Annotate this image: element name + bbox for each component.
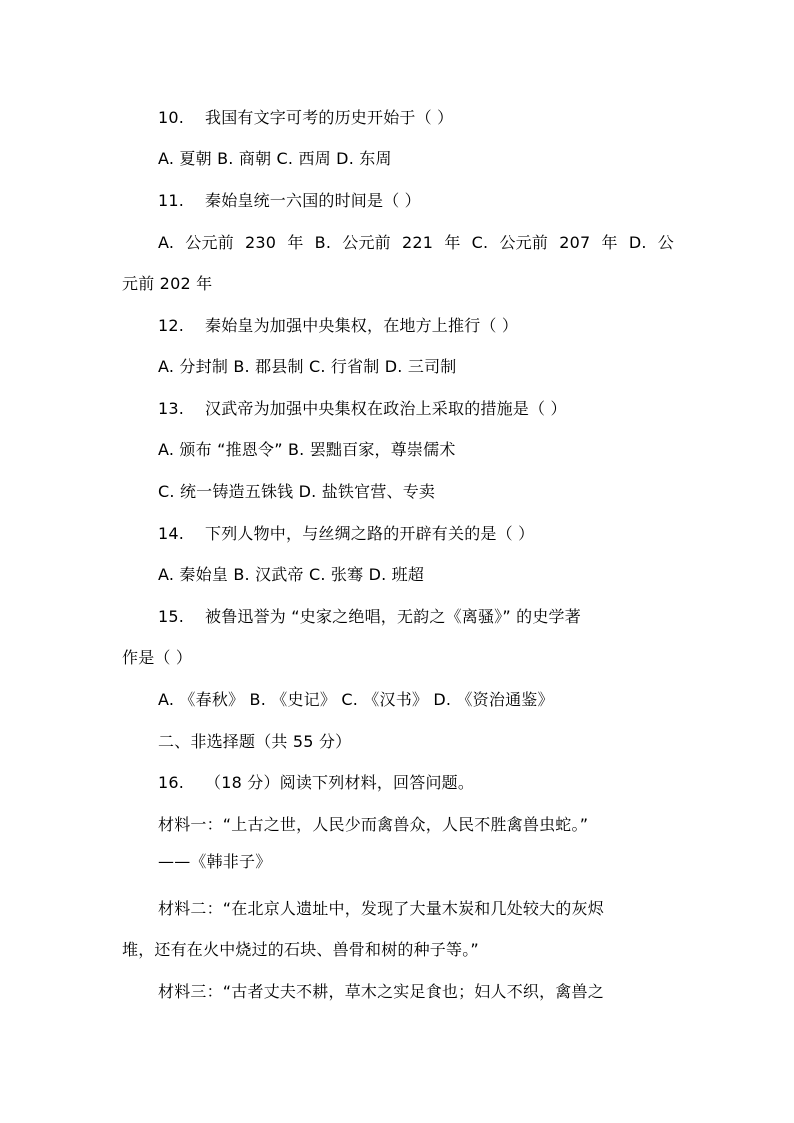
option-token: 公元前 xyxy=(499,233,549,252)
question-10-options: A. 夏朝 B. 商朝 C. 西周 D. 东周 xyxy=(158,149,392,168)
question-text: 我国有文字可考的历史开始于（ ） xyxy=(205,108,454,127)
question-number: 15. xyxy=(158,607,185,626)
option-token: 年 xyxy=(287,233,304,252)
question-13-options-2: C. 统一铸造五铢钱 D. 盐铁官营、专卖 xyxy=(158,482,436,501)
question-text: 秦始皇为加强中央集权，在地方上推行（ ） xyxy=(205,316,519,335)
question-number: 16. xyxy=(158,773,185,792)
option-token: 公 xyxy=(657,233,674,252)
option-token: B. xyxy=(314,233,332,252)
question-14-options: A. 秦始皇 B. 汉武帝 C. 张骞 D. 班超 xyxy=(158,565,425,584)
question-11-options-cont: 元前 202 年 xyxy=(122,274,213,293)
question-12 xyxy=(158,316,518,336)
material-2-line-2: 堆，还有在火中烧过的石块、兽骨和树的种子等。” xyxy=(122,940,479,959)
question-15-text-cont: 作是（ ） xyxy=(122,648,193,667)
material-2-line-1: 材料二：“在北京人遗址中，发现了大量木炭和几处较大的灰烬 xyxy=(158,899,604,918)
question-14 xyxy=(158,524,534,544)
option-token: 207 xyxy=(559,233,591,252)
option-token: D. xyxy=(628,233,647,252)
option-token: 年 xyxy=(601,233,618,252)
option-token: 221 xyxy=(402,233,434,252)
question-text: 下列人物中，与丝绸之路的开辟有关的是（ ） xyxy=(205,524,535,543)
question-13 xyxy=(158,399,567,419)
question-number: 10. xyxy=(158,108,185,127)
question-number: 14. xyxy=(158,524,185,543)
question-11-options xyxy=(158,233,674,253)
question-text: 汉武帝为加强中央集权在政治上采取的措施是（ ） xyxy=(205,399,567,418)
material-1: 材料一：“上古之世，人民少而禽兽众，人民不胜禽兽虫蛇。” xyxy=(158,815,589,834)
option-token: A. xyxy=(158,233,175,252)
option-token: 230 xyxy=(245,233,277,252)
question-11 xyxy=(158,191,421,211)
material-3-line-1: 材料三：“古者丈夫不耕，草木之实足食也；妇人不织，禽兽之 xyxy=(158,982,604,1001)
question-10 xyxy=(158,108,453,128)
question-text: （18 分）阅读下列材料，回答问题。 xyxy=(205,773,475,792)
question-13-options: A. 颁布 “推恩令” B. 罢黜百家，尊崇儒术 xyxy=(158,440,456,459)
question-number: 11. xyxy=(158,191,185,210)
question-number: 13. xyxy=(158,399,185,418)
option-token: 公元前 xyxy=(185,233,234,252)
section-heading: 二、非选择题（共 55 分） xyxy=(158,732,352,751)
question-16 xyxy=(158,773,474,793)
question-12-options: A. 分封制 B. 郡县制 C. 行省制 D. 三司制 xyxy=(158,357,457,376)
option-token: 公元前 xyxy=(342,233,391,252)
question-15-options: A. 《春秋》 B. 《史记》 C. 《汉书》 D. 《资治通鉴》 xyxy=(158,690,554,709)
question-number: 12. xyxy=(158,316,185,335)
material-1-source: ——《韩非子》 xyxy=(158,852,272,871)
option-token: C. xyxy=(471,233,489,252)
question-text: 秦始皇统一六国的时间是（ ） xyxy=(205,191,421,210)
question-15 xyxy=(158,607,581,627)
question-text: 被鲁迅誉为 “史家之绝唱，无韵之《离骚》” 的史学著 xyxy=(205,607,581,626)
option-token: 年 xyxy=(444,233,461,252)
